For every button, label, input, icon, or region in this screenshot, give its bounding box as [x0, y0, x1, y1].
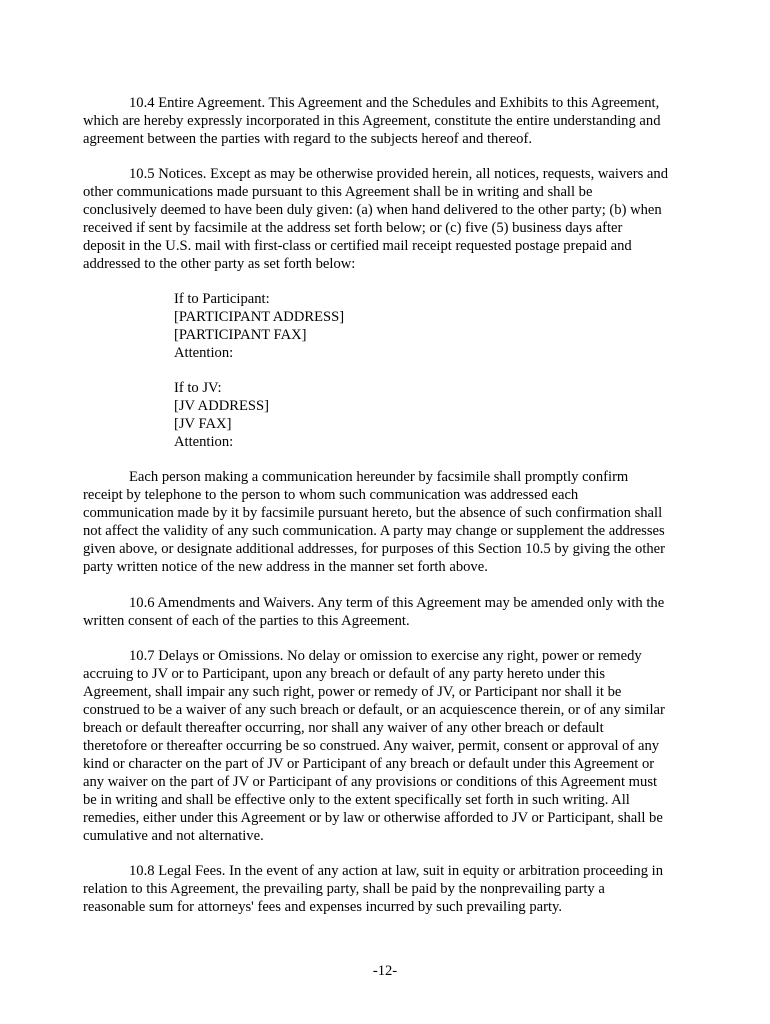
paragraph-line: construed to be a waiver of any such breach or default, or an acquiescence therein, or of any similar: [83, 702, 665, 718]
paragraph-line: theretofore or thereafter occurring be so construed. Any waiver, permit, consent or approval of any: [83, 738, 660, 754]
address-line: [JV FAX]: [174, 416, 232, 432]
paragraph-line: 10.7 Delays or Omissions. No delay or omission to exercise any right, power or remedy: [129, 648, 642, 664]
address-line: Attention:: [174, 345, 234, 361]
paragraph-line: receipt by telephone to the person to whom such communication was addressed each: [83, 487, 579, 503]
paragraph-line: be in writing and shall be effective only to the extent specifically set forth in such writing. All: [83, 792, 630, 808]
paragraph-line: conclusively deemed to have been duly given: (a) when hand delivered to the other party; (b) when: [83, 202, 662, 218]
paragraph-line: given above, or designate additional addresses, for purposes of this Section 10.5 by giving the other: [83, 541, 666, 557]
paragraph-line: not affect the validity of any such communication. A party may change or supplement the addresses: [83, 523, 665, 539]
paragraph-line: deposit in the U.S. mail with first-class or certified mail receipt requested postage prepaid and: [83, 238, 632, 254]
paragraph-line: which are hereby expressly incorporated in this Agreement, constitute the entire understanding and: [83, 113, 661, 129]
paragraph-line: breach or default thereafter occurring, nor shall any waiver of any other breach or default: [83, 720, 604, 736]
address-line: [PARTICIPANT FAX]: [174, 327, 307, 343]
paragraph-line: Agreement, shall impair any such right, power or remedy of JV, or Participant nor shall it be: [83, 684, 622, 700]
address-line: If to JV:: [174, 380, 222, 396]
paragraph-line: any waiver on the part of JV or Participant of any provisions or conditions of this Agreement must: [83, 774, 658, 790]
paragraph-line: other communications made pursuant to this Agreement shall be in writing and shall be: [83, 184, 593, 200]
paragraph-line: Each person making a communication hereunder by facsimile shall promptly confirm: [129, 469, 629, 485]
address-line: [JV ADDRESS]: [174, 398, 270, 414]
paragraph-line: accruing to JV or to Participant, upon any breach or default of any party hereto under this: [83, 666, 606, 682]
paragraph-line: kind or character on the part of JV or Participant of any breach or default under this Agreement or: [83, 756, 655, 772]
paragraph-line: addressed to the other party as set forth below:: [83, 256, 356, 272]
paragraph-line: communication made by it by facsimile pursuant hereto, but the absence of such confirmation shall: [83, 505, 663, 521]
paragraph-line: 10.8 Legal Fees. In the event of any action at law, suit in equity or arbitration proceeding in: [129, 863, 663, 879]
paragraph-line: 10.6 Amendments and Waivers. Any term of this Agreement may be amended only with the: [129, 595, 665, 611]
page-number: -12-: [372, 963, 398, 979]
paragraph-line: cumulative and not alternative.: [83, 828, 264, 844]
paragraph-line: agreement between the parties with regard to the subjects hereof and thereof.: [83, 131, 532, 147]
paragraph-line: party written notice of the new address in the manner set forth above.: [83, 559, 488, 575]
paragraph-line: reasonable sum for attorneys' fees and expenses incurred by such prevailing party.: [83, 899, 563, 915]
address-line: [PARTICIPANT ADDRESS]: [174, 309, 345, 325]
paragraph-line: 10.4 Entire Agreement. This Agreement and the Schedules and Exhibits to this Agreement,: [129, 95, 660, 111]
paragraph-line: 10.5 Notices. Except as may be otherwise provided herein, all notices, requests, waivers and: [129, 166, 668, 182]
paragraph-line: written consent of each of the parties to this Agreement.: [83, 613, 410, 629]
paragraph-line: received if sent by facsimile at the address set forth below; or (c) five (5) business days after: [83, 220, 623, 236]
paragraph-line: remedies, either under this Agreement or by law or otherwise afforded to JV or Participant, shall be: [83, 810, 663, 826]
address-line: Attention:: [174, 434, 234, 450]
address-line: If to Participant:: [174, 291, 270, 307]
paragraph-line: relation to this Agreement, the prevailing party, shall be paid by the nonprevailing party a: [83, 881, 605, 897]
